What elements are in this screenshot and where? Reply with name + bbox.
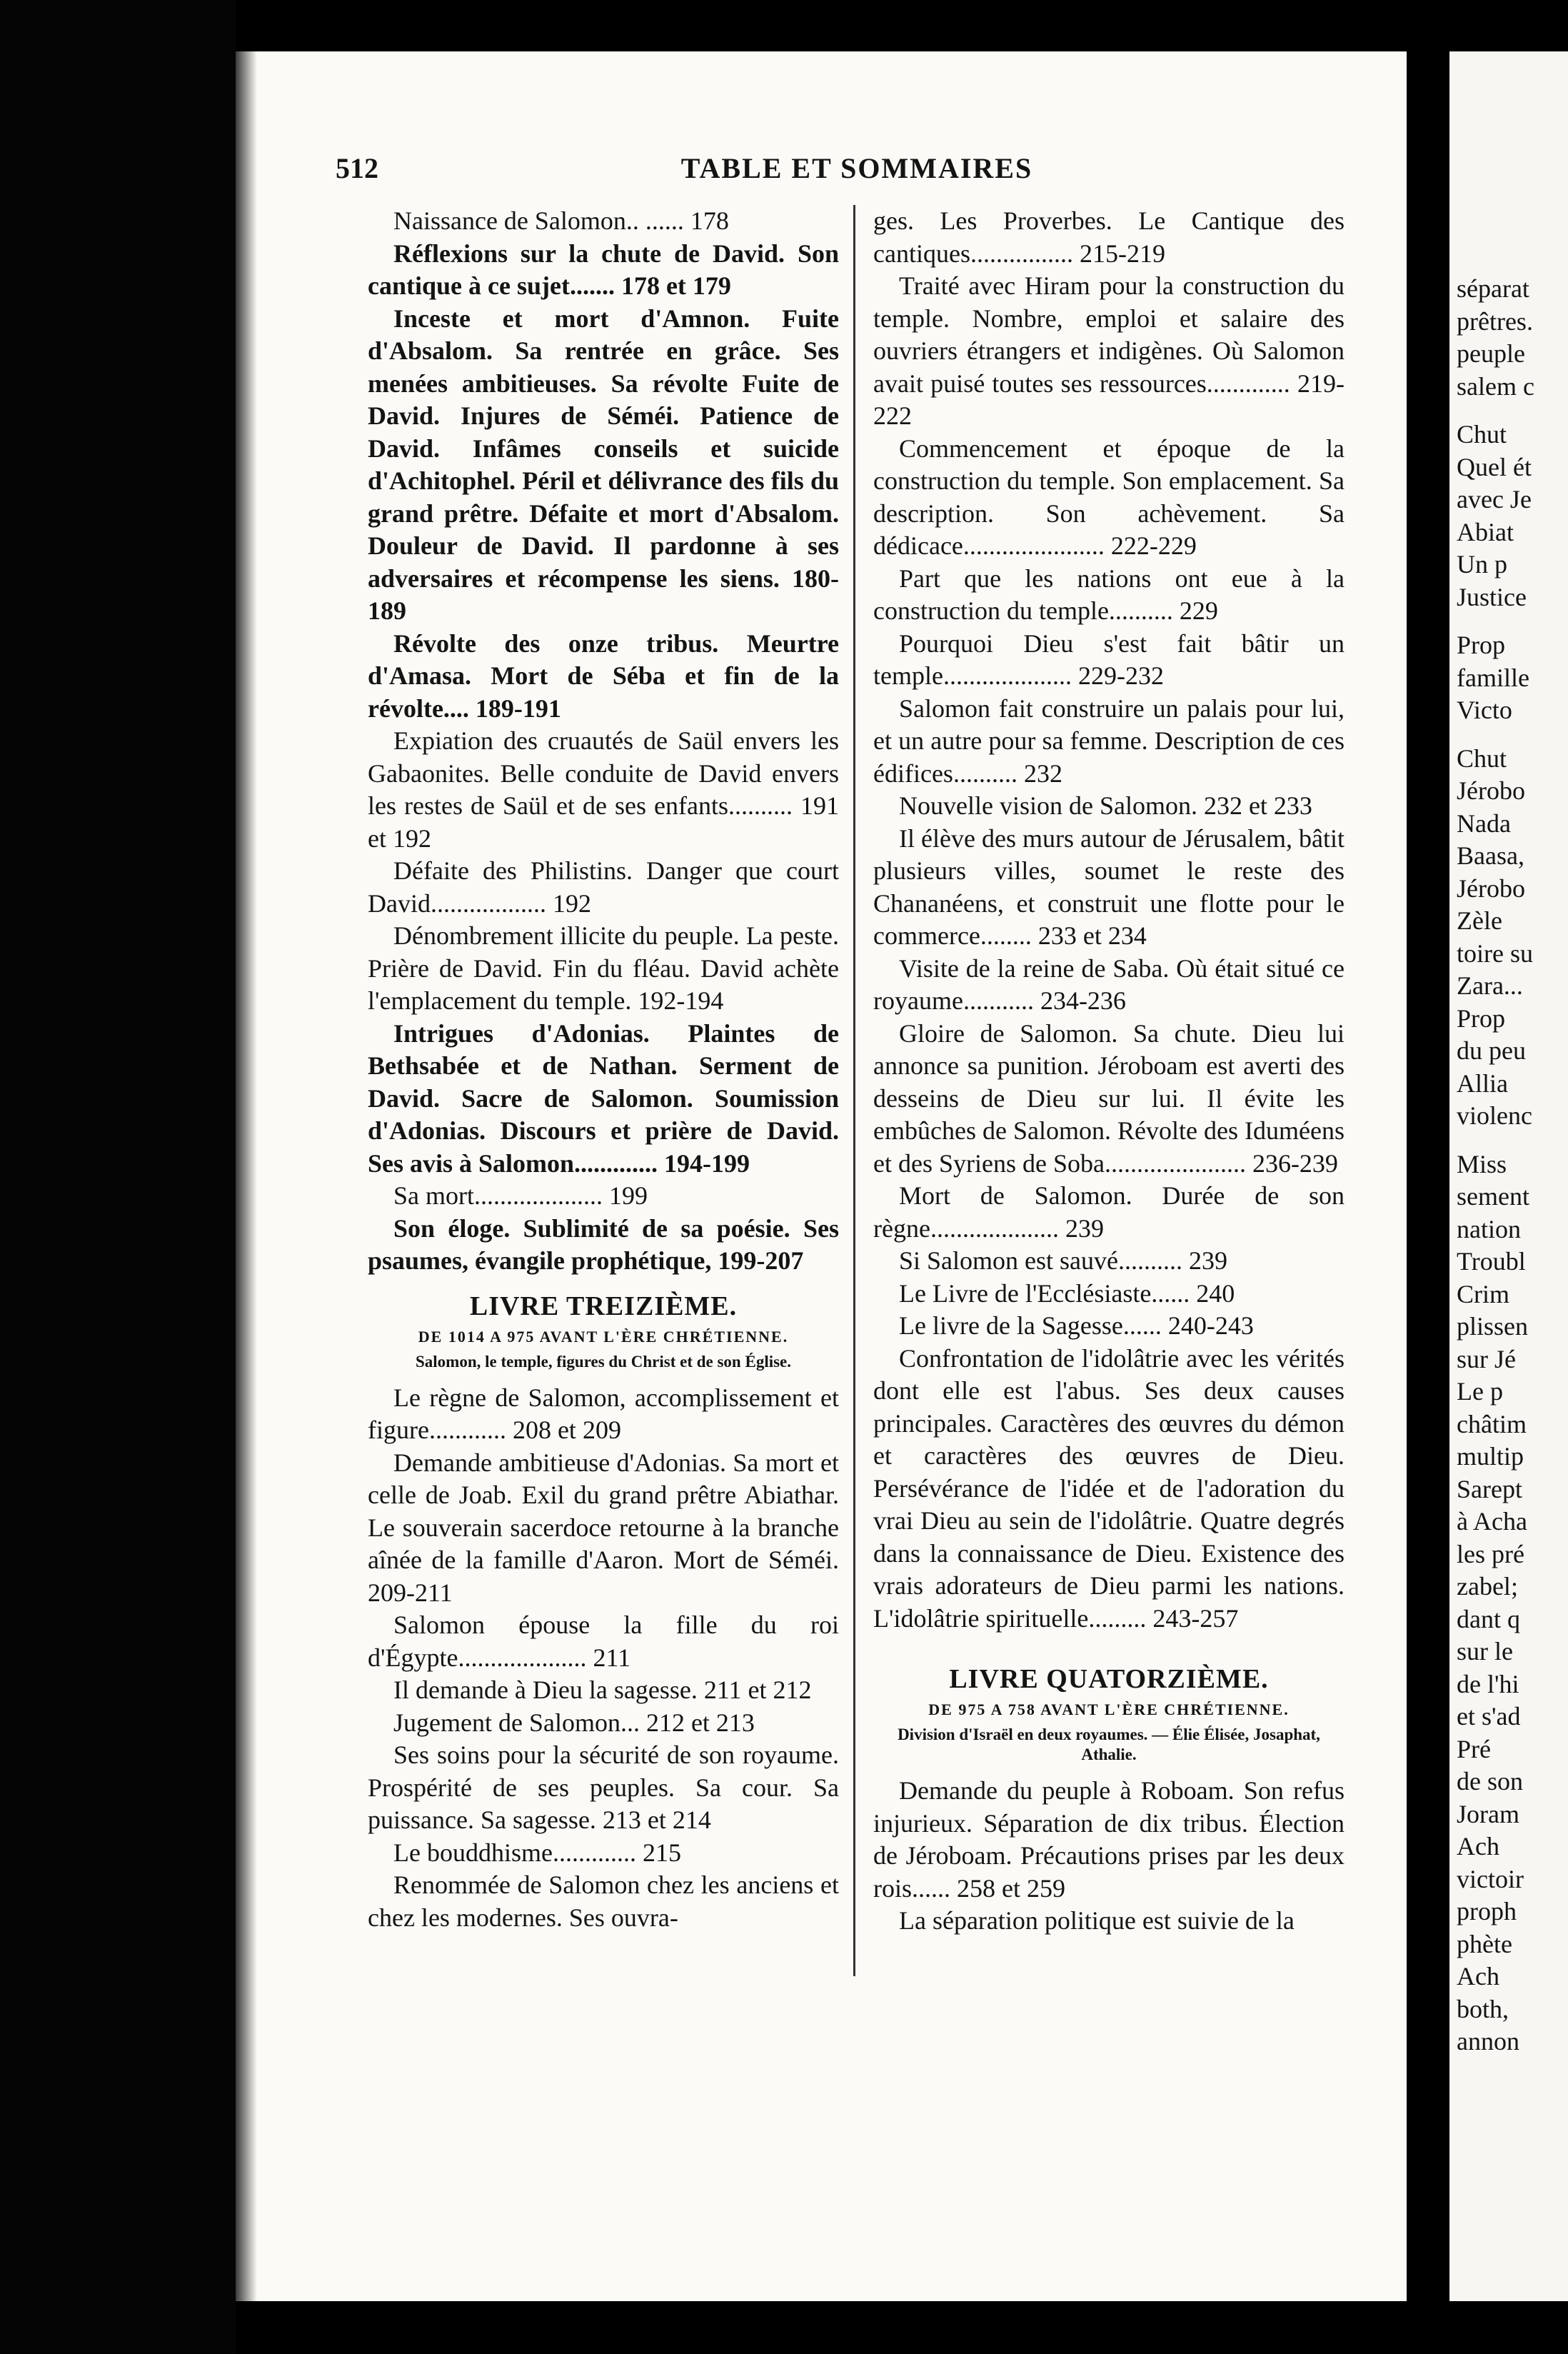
table-entry: Demande du peuple à Roboam. Son refus injurieux. Séparation de dix tribus. Élection de Jéroboam. Précautions prises par les deux rois...... 258 et 259 (873, 1776, 1345, 1903)
facing-page-line: les pré (1457, 1539, 1524, 1568)
facing-page-line: both, (1457, 1994, 1509, 2023)
table-entry: Commencement et époque de la construction du temple. Son emplacement. Sa description. Son achèvement. Sa dédicace...................... 222-229 (873, 434, 1345, 560)
right-entries (873, 205, 1345, 1635)
table-entry: Gloire de Salomon. Sa chute. Dieu lui annonce sa punition. Jéroboam est averti des desseins de Dieu sur lui. Il évite les embûches de Salomon. Révolte des Iduméens et des Syriens de Soba...................... 236-239 (873, 1018, 1345, 1178)
facing-page-line: sement (1457, 1182, 1529, 1211)
facing-page-line: Ach (1457, 1962, 1499, 1990)
facing-page-line: de l'hi (1457, 1669, 1519, 1698)
left-entries-2 (368, 1382, 839, 1935)
facing-page-line: et s'ad (1457, 1702, 1521, 1731)
facing-page-line: prêtres. (1457, 306, 1533, 336)
table-entry: Le règne de Salomon, accomplissement et figure............ 208 et 209 (368, 1383, 839, 1444)
facing-page-lines (1449, 51, 1568, 2058)
facing-page-line: du peu (1457, 1036, 1526, 1065)
table-entry: Ses soins pour la sécurité de son royaume. Prospérité de ses peuples. Sa cour. Sa puissance. Sa sagesse. 213 et 214 (368, 1741, 839, 1834)
table-entry: Réflexions sur la chute de David. Son cantique à ce sujet....... 178 et 179 (368, 239, 839, 300)
table-entry: Le bouddhisme............. 215 (393, 1838, 681, 1867)
facing-page-line: phète (1457, 1929, 1512, 1958)
table-entry: Salomon épouse la fille du roi d'Égypte.................... 211 (368, 1611, 839, 1672)
facing-page-line: annon (1457, 2027, 1519, 2055)
book-title: LIVRE QUATORZIÈME. (949, 1664, 1269, 1694)
book-title: LIVRE TREIZIÈME. (469, 1291, 738, 1321)
table-entry: Demande ambitieuse d'Adonias. Sa mort et celle de Joab. Exil du grand prêtre Abiathar. Le souverain sacerdoce retourne à la branche aînée de la famille d'Aaron. Mort de Séméi. 209-211 (368, 1448, 839, 1607)
left-column (368, 205, 839, 1934)
facing-page-line: peuple (1457, 339, 1525, 368)
table-entry: Part que les nations ont eue à la construction du temple.......... 229 (873, 564, 1345, 625)
facing-page-line: Miss (1457, 1149, 1507, 1178)
facing-page-line: Jérobo (1457, 873, 1525, 903)
facing-page-line: Justice (1457, 582, 1527, 611)
facing-page-line: multip (1457, 1442, 1524, 1471)
running-title: TABLE ET SOMMAIRES (680, 152, 1033, 184)
facing-page-line: salem c (1457, 371, 1534, 401)
facing-page-line: Sarept (1457, 1474, 1522, 1503)
table-entry: ges. Les Proverbes. Le Cantique des cantiques................ 215-219 (873, 206, 1345, 268)
book-dates: DE 1014 A 975 AVANT L'ÈRE CHRÉTIENNE. (418, 1327, 789, 1346)
facing-page-line: Zèle (1457, 906, 1502, 935)
facing-page-line: Le p (1457, 1377, 1503, 1406)
facing-page-line: dant q (1457, 1604, 1520, 1633)
facing-page-line: à Acha (1457, 1507, 1527, 1536)
table-entry: Naissance de Salomon.. ...... 178 (393, 206, 729, 235)
facing-page-line: Nada (1457, 808, 1511, 838)
column-divider (853, 205, 855, 1976)
table-entry: Salomon fait construire un palais pour lui, et un autre pour sa femme. Description de ces édifices.......... 232 (873, 693, 1345, 788)
facing-page-line: famille (1457, 663, 1529, 692)
facing-page-line: Pré (1457, 1734, 1491, 1763)
table-entry: Révolte des onze tribus. Meurtre d'Amasa. Mort de Séba et fin de la révolte.... 189-191 (368, 628, 839, 723)
facing-page-line: plissen (1457, 1312, 1529, 1341)
table-entry: Il demande à Dieu la sagesse. 211 et 212 (393, 1676, 812, 1704)
table-entry: Son éloge. Sublimité de sa poésie. Ses psaumes, évangile prophétique, 199-207 (368, 1213, 839, 1275)
facing-page-line: Crim (1457, 1279, 1510, 1308)
facing-page-line: de son (1457, 1767, 1523, 1795)
facing-page-line: Baasa, (1457, 841, 1524, 870)
table-entry: Sa mort.................... 199 (393, 1181, 648, 1210)
facing-page-line: Prop (1457, 1003, 1506, 1033)
facing-page-line: toire su (1457, 938, 1533, 968)
book-dates: DE 975 A 758 AVANT L'ÈRE CHRÉTIENNE. (928, 1701, 1290, 1718)
left-entries (368, 205, 839, 1278)
facing-page-line: proph (1457, 1897, 1517, 1925)
facing-page-line: Jérobo (1457, 776, 1525, 805)
table-entry: Jugement de Salomon... 212 et 213 (393, 1708, 755, 1737)
facing-page-line: Prop (1457, 631, 1506, 659)
facing-page-line: avec Je (1457, 485, 1532, 514)
table-entry: Nouvelle vision de Salomon. 232 et 233 (899, 791, 1312, 820)
facing-page-line: Chut (1457, 743, 1507, 773)
table-entry: La séparation politique est suivie de la (899, 1906, 1295, 1935)
facing-page-line: Quel ét (1457, 452, 1532, 481)
table-entry: Traité avec Hiram pour la construction du temple. Nombre, emploi et salaire des ouvriers étrangers et indigènes. Où Salomon avait puisé toutes ses ressources............. 219-222 (873, 271, 1345, 430)
scan-border-left (0, 0, 236, 2354)
table-entry: Visite de la reine de Saba. Où était situé ce royaume........... 234-236 (873, 953, 1345, 1015)
table-entry: Confrontation de l'idolâtrie avec les vérités dont elle est l'abus. Ses deux causes principales. Caractères des œuvres du démon et caractères des œuvres de Dieu. Persévérance de l'idée et de l'adoration du vrai Dieu au sein de l'idolâtrie. Quatre degrés dans la connaissance de Dieu. Existence des vrais adorateurs de Dieu parmi les nations. L'idolâtrie spirituelle......... 243-257 (873, 1343, 1345, 1633)
table-entry: Dénombrement illicite du peuple. La peste. Prière de David. Fin du fléau. David achète l'emplacement du temple. 192-194 (368, 921, 839, 1015)
table-entry: Mort de Salomon. Durée de son règne.................... 239 (873, 1181, 1345, 1243)
page-header (336, 151, 1378, 194)
facing-page-line: Zara... (1457, 971, 1523, 1000)
facing-page-line: Chut (1457, 420, 1507, 449)
table-entry: Si Salomon est sauvé.......... 239 (899, 1246, 1227, 1275)
facing-page-line: Allia (1457, 1068, 1508, 1098)
facing-page-line: Un p (1457, 550, 1507, 579)
facing-page-line: violenc (1457, 1101, 1532, 1130)
table-entry: Inceste et mort d'Amnon. Fuite d'Absalom. Sa rentrée en grâce. Ses menées ambitieuses. Sa révolte Fuite de David. Injures de Séméi. Patience de David. Infâmes conseils et suicide d'Achitophel. Péril et délivrance des fils du grand prêtre. Défaite et mort d'Absalom. Douleur de David. Il pardonne à ses adversaires et récompense les siens. 180-189 (368, 304, 839, 625)
facing-page-line: séparat (1457, 274, 1529, 303)
facing-page-fragment (1449, 51, 1568, 2301)
facing-page-line: nation (1457, 1214, 1521, 1243)
page-number: 512 (336, 152, 378, 184)
facing-page-line: sur le (1457, 1637, 1513, 1666)
table-entry: Il élève des murs autour de Jérusalem, bâtit plusieurs villes, soumet le reste des Chananéens, et construit une flotte pour le commerce........ 233 et 234 (873, 823, 1345, 950)
table-entry: Pourquoi Dieu s'est fait bâtir un temple.................... 229-232 (873, 628, 1345, 690)
right-entries-2 (873, 1775, 1345, 1938)
book-page (236, 51, 1407, 2301)
facing-page-line: victoir (1457, 1864, 1524, 1893)
facing-page-line: châtim (1457, 1409, 1527, 1438)
facing-page-line: Joram (1457, 1799, 1519, 1828)
facing-page-line: Ach (1457, 1832, 1499, 1860)
right-column (873, 205, 1345, 1938)
table-entry: Le Livre de l'Ecclésiaste...... 240 (899, 1278, 1235, 1308)
facing-page-line: sur Jé (1457, 1344, 1516, 1373)
table-entry: Défaite des Philistins. Danger que court David.................. 192 (368, 856, 839, 918)
table-entry: Expiation des cruautés de Saül envers les Gabaonites. Belle conduite de David envers les restes de Saül et de ses enfants.......... 191 et 192 (368, 726, 839, 853)
book-summary: Salomon, le temple, figures du Christ et de son Église. (415, 1352, 792, 1371)
page-gutter-shadow (236, 51, 257, 2301)
table-entry: Le livre de la Sagesse...... 240-243 (899, 1311, 1254, 1340)
facing-page-line: zabel; (1457, 1572, 1518, 1601)
table-entry: Intrigues d'Adonias. Plaintes de Bethsabée et de Nathan. Serment de David. Sacre de Salomon. Soumission d'Adonias. Discours et prière de David. Ses avis à Salomon............. 194-199 (368, 1018, 839, 1178)
facing-page-line: Abiat (1457, 517, 1514, 546)
facing-page-line: Victo (1457, 696, 1512, 724)
facing-page-line: Troubl (1457, 1247, 1526, 1276)
book-summary: Division d'Israël en deux royaumes. — Élie Élisée, Josaphat, Athalie. (898, 1726, 1320, 1763)
table-entry: Renommée de Salomon chez les anciens et chez les modernes. Ses ouvra- (368, 1870, 839, 1932)
